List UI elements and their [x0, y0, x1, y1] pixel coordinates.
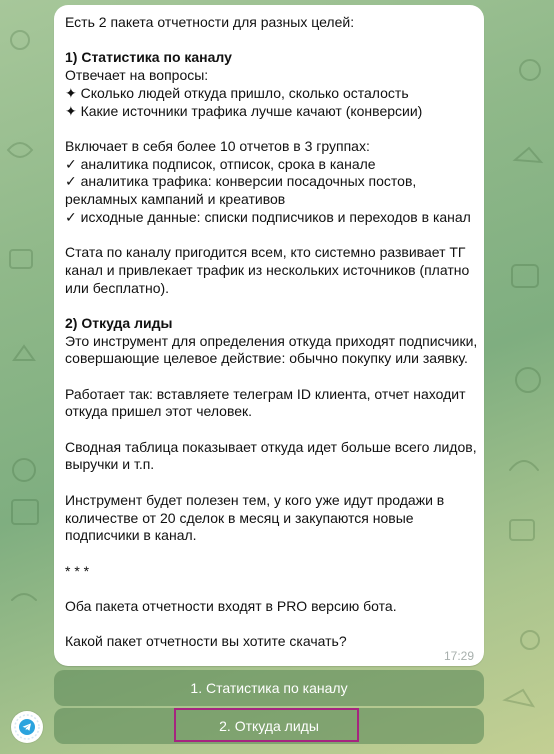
message-line: подписчики в канал. [65, 527, 197, 544]
message-line: ✦ Сколько людей откуда пришло, сколько осталость [65, 84, 409, 101]
message-line: канал и привлекает трафик из нескольких источников (платно [65, 261, 470, 278]
message-bubble [54, 5, 484, 666]
message-line: Включает в себя более 10 отчетов в 3 группах: [65, 137, 370, 154]
message-time: 17:29 [443, 649, 474, 663]
message-line: 2) Откуда лиды [65, 314, 173, 331]
message-blank-line [65, 32, 473, 50]
statistics-button[interactable]: 1. Статистика по каналу [54, 670, 484, 706]
message-blank-line [65, 616, 473, 634]
message-blank-line [65, 120, 473, 138]
message-line: Это инструмент для определения откуда приходят подписчики, [65, 332, 478, 349]
message-line: Инструмент будет полезен тем, у кого уже идут продажи в [65, 491, 445, 508]
message-line: рекламных кампаний и креативов [65, 191, 286, 207]
message-line: выручки и т.п. [65, 456, 155, 473]
message-text [65, 14, 478, 651]
message-line: ✓ исходные данные: списки подписчиков и переходов в канал [65, 208, 471, 225]
leads-source-button[interactable]: 2. Откуда лиды [54, 708, 484, 744]
message-line: ✓ аналитика подписок, отписок, срока в канале [65, 155, 376, 172]
message-line: ✦ Какие источники трафика лучше качают (конверсии) [65, 102, 423, 119]
message-line: Работает так: вставляете телеграм ID клиента, отчет находит [65, 385, 466, 402]
message-line: количестве от 20 сделок в месяц и закупаются новые [65, 509, 414, 526]
message-blank-line [65, 421, 473, 439]
message-blank-line [65, 368, 473, 386]
message-blank-line [65, 226, 473, 244]
message-line: совершающие целевое действие: обычно покупку или заявку. [65, 350, 468, 367]
telegram-paper-plane-icon [14, 714, 40, 740]
message-line: Какой пакет отчетности вы хотите скачать? [65, 633, 347, 650]
message-line: Стата по каналу пригодится всем, кто системно развивает ТГ [65, 244, 466, 261]
message-line: 1) Статистика по каналу [65, 49, 232, 66]
message-blank-line [65, 545, 473, 563]
message-blank-line [65, 580, 473, 598]
avatar[interactable] [11, 711, 43, 743]
message-line: ✓ аналитика трафика: конверсии посадочных постов, [65, 173, 417, 190]
message-line: или бесплатно). [65, 279, 170, 296]
message-line: * * * [65, 562, 90, 579]
message-line: Сводная таблица показывает откуда идет больше всего лидов, [65, 438, 477, 455]
message-blank-line [65, 474, 473, 492]
message-line: Есть 2 пакета отчетности для разных целей: [65, 14, 355, 30]
message-line: Оба пакета отчетности входят в PRO версию бота. [65, 598, 397, 615]
message-line: Отвечает на вопросы: [65, 67, 209, 84]
message-line: откуда пришел этот человек. [65, 403, 253, 420]
message-blank-line [65, 297, 473, 315]
